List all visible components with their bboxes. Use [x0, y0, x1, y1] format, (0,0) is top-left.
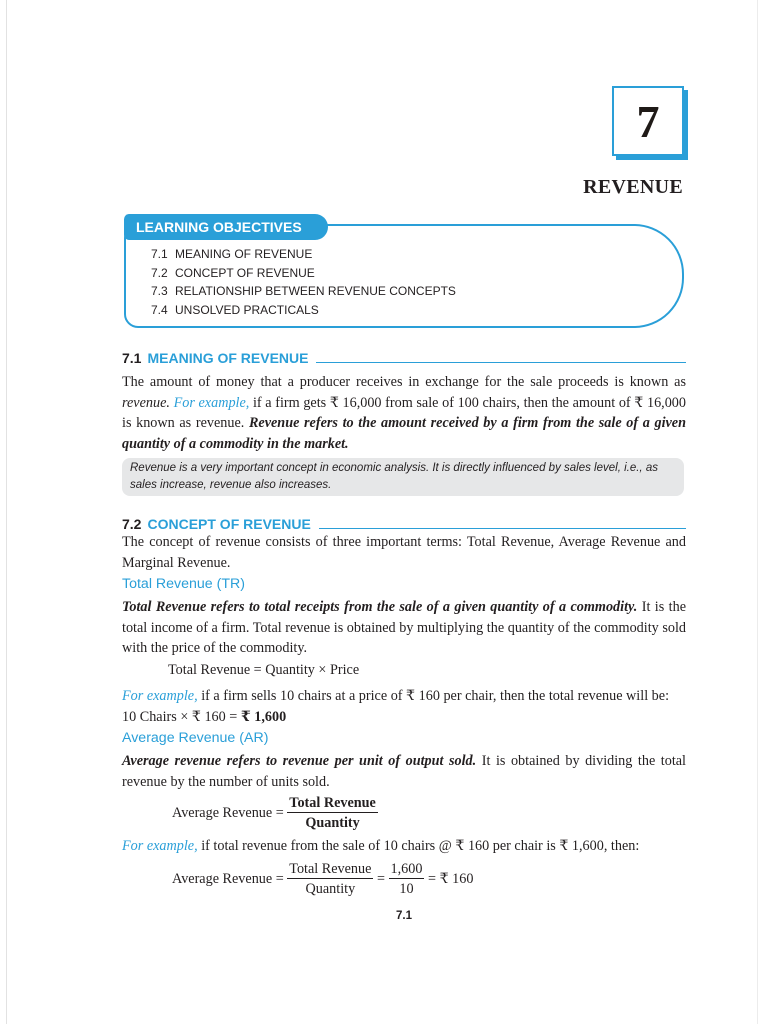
section-rule — [319, 528, 686, 529]
section-title: CONCEPT OF REVENUE — [147, 516, 311, 532]
objective-item — [151, 301, 456, 320]
objective-label: RELATIONSHIP BETWEEN REVENUE CONCEPTS — [175, 284, 456, 298]
page-number: 7.1 — [396, 910, 412, 922]
objective-number: 7.1 — [151, 247, 168, 261]
section-rule — [316, 362, 686, 363]
objective-label: CONCEPT OF REVENUE — [175, 265, 315, 280]
page-edge-left — [6, 0, 7, 1024]
emphasis-revenue: revenue. — [122, 394, 170, 411]
learning-objectives-list — [151, 245, 456, 319]
calc-lhs: Average Revenue = — [172, 871, 284, 887]
formula-lhs: Average Revenue = — [172, 805, 284, 821]
section-number: 7.2 — [122, 516, 142, 532]
text: if a firm gets ₹ 16,000 from sale of 100 chairs, then the amount of ₹ 16,000 is known as revenue. — [122, 394, 686, 431]
fraction-numerator: Total Revenue — [289, 795, 376, 811]
fraction-numerator: Total Revenue — [289, 861, 372, 877]
equals-sign: = — [376, 871, 385, 887]
paragraph-total-revenue — [122, 597, 686, 659]
revenue-definition: Revenue refers to the amount received by a firm from the sale of a given quantity of a commodity in the market. — [122, 415, 686, 452]
objective-label: MEANING OF REVENUE — [175, 247, 313, 261]
fraction-denominator: Quantity — [305, 881, 356, 897]
learning-objectives-box — [124, 214, 684, 326]
section-heading-7-1 — [122, 346, 686, 366]
objective-number: 7.3 — [151, 284, 168, 298]
paragraph-average-revenue-example — [122, 836, 686, 857]
total-revenue-formula: Total Revenue = Quantity × Price — [168, 662, 360, 678]
objective-label: UNSOLVED PRACTICALS — [175, 302, 319, 317]
subheading-total-revenue: Total Revenue (TR) — [122, 576, 246, 592]
text: if total revenue from the sale of 10 chairs @ ₹ 160 per chair is ₹ 1,600, then: — [201, 838, 640, 854]
section-number: 7.1 — [122, 350, 142, 366]
example-label: For example, — [122, 838, 198, 854]
equals-sign: = — [428, 871, 437, 887]
calc-text: 10 Chairs × ₹ 160 = — [122, 708, 238, 725]
text: The amount of money that a producer receives in exchange for the sale proceeds is known as — [122, 374, 686, 390]
average-revenue-formula — [172, 794, 378, 833]
fraction-numerator: 1,600 — [390, 861, 423, 877]
objective-item — [151, 245, 456, 264]
paragraph-total-revenue-example — [122, 686, 686, 727]
objective-item — [151, 264, 456, 283]
average-revenue-calculation — [172, 860, 473, 899]
subheading-average-revenue: Average Revenue (AR) — [122, 730, 269, 746]
note-box: Revenue is a very important concept in economic analysis. It is directly influenced by sales level, i.e., as sales increase, revenue also increases. — [122, 458, 684, 496]
example-label: For example, — [122, 688, 198, 704]
paragraph-average-revenue — [122, 751, 686, 792]
section-title: MEANING OF REVENUE — [147, 350, 309, 366]
objective-item — [151, 282, 456, 301]
calc-fraction-1 — [287, 860, 373, 899]
example-label: For example, — [173, 394, 250, 411]
calc-result: ₹ 160 — [439, 871, 474, 887]
section-heading-7-2 — [122, 512, 686, 532]
formula-fraction — [287, 794, 378, 833]
chapter-title: REVENUE — [583, 176, 683, 198]
average-revenue-definition: Average revenue refers to revenue per unit of output sold. — [122, 753, 477, 769]
paragraph-meaning-of-revenue — [122, 372, 686, 454]
total-revenue-definition: Total Revenue refers to total receipts from the sale of a given quantity of a commodity. — [122, 599, 638, 615]
calc-result: ₹ 1,600 — [240, 708, 287, 725]
objective-number: 7.4 — [151, 302, 168, 317]
page-edge-right — [757, 0, 758, 1024]
text: It is obtained by dividing the total revenue by the number of units sold. — [122, 753, 686, 790]
text: if a firm sells 10 chairs at a price of ₹ 160 per chair, then the total revenue will be: — [201, 688, 670, 704]
fraction-denominator: Quantity — [305, 815, 360, 831]
learning-objectives-heading: LEARNING OBJECTIVES — [124, 214, 328, 240]
chapter-number: 7 — [636, 95, 660, 147]
fraction-denominator: 10 — [399, 881, 414, 897]
chapter-number-box — [612, 86, 684, 156]
paragraph-concept-intro: The concept of revenue consists of three important terms: Total Revenue, Average Revenue and Marginal Revenue. — [122, 534, 686, 571]
objective-number: 7.2 — [151, 265, 168, 280]
text: It is the total income of a firm. Total revenue is obtained by multiplying the quantity of the commodity sold with the price of the commodity. — [122, 599, 686, 656]
calc-fraction-2 — [389, 860, 425, 899]
